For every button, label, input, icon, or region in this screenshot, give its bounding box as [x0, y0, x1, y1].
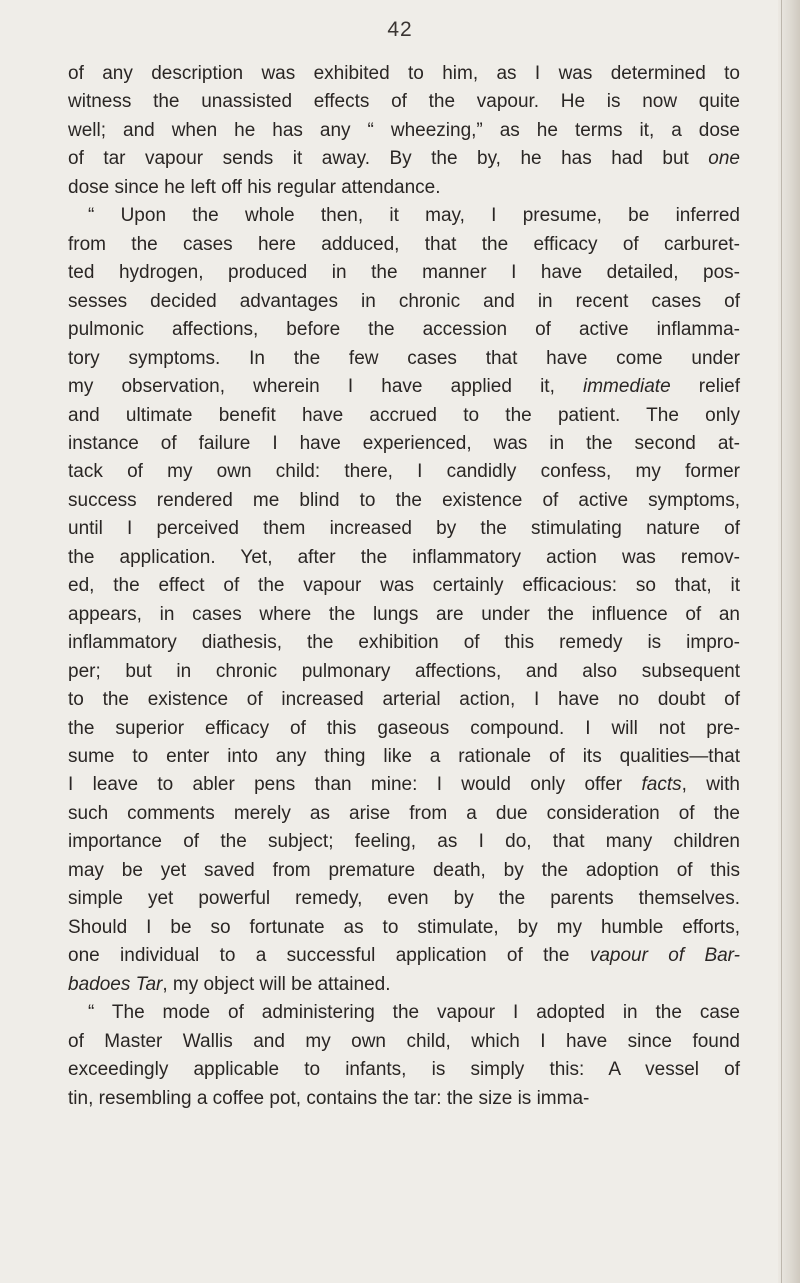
text-segment: such comments merely as arise from a due consideration of the — [68, 803, 740, 824]
text-line — [68, 629, 740, 657]
italic-text-segment: facts — [641, 774, 682, 795]
text-segment: well; and when he has any “ wheezing,” as he terms it, a dose — [68, 120, 740, 141]
text-line — [68, 288, 740, 316]
text-segment: of tar vapour sends it away. By the by, he has had but — [68, 148, 709, 169]
text-line — [68, 828, 740, 856]
text-segment: relief — [670, 376, 740, 397]
text-line — [68, 715, 740, 743]
text-segment: importance of the subject; feeling, as I do, that many children — [68, 831, 740, 852]
text-line — [68, 1056, 740, 1084]
text-segment: of Master Wallis and my own child, which I have since found — [68, 1031, 740, 1052]
text-segment: appears, in cases where the lungs are under the influence of an — [68, 604, 740, 625]
text-line — [68, 60, 740, 88]
text-line — [68, 145, 740, 173]
text-line — [68, 458, 740, 486]
text-segment: pulmonic affections, before the accession of active inflamma- — [68, 319, 740, 340]
text-line — [68, 373, 740, 401]
text-segment: the application. Yet, after the inflammatory action was remov- — [68, 547, 740, 568]
text-line — [68, 971, 740, 999]
text-segment: tin, resembling a coffee pot, contains the tar: the size is imma- — [68, 1088, 590, 1109]
text-segment: “ The mode of administering the vapour I adopted in the case — [88, 1002, 740, 1023]
text-segment: , with — [681, 774, 740, 795]
text-segment: tory symptoms. In the few cases that have come under — [68, 348, 740, 369]
page-edge-line — [781, 0, 782, 1283]
text-line — [68, 430, 740, 458]
text-segment: inflammatory diathesis, the exhibition of this remedy is impro- — [68, 632, 740, 653]
text-line — [68, 174, 740, 202]
text-line — [68, 857, 740, 885]
text-line — [68, 487, 740, 515]
text-segment: the superior efficacy of this gaseous compound. I will not pre- — [68, 718, 740, 739]
text-segment: simple yet powerful remedy, even by the parents themselves. — [68, 888, 740, 909]
text-line — [68, 402, 740, 430]
text-line — [68, 231, 740, 259]
text-segment: , my object will be attained. — [162, 974, 391, 995]
italic-text-segment: vapour of Bar- — [589, 945, 740, 966]
text-line — [68, 601, 740, 629]
text-segment: my observation, wherein I have applied it, — [68, 376, 583, 397]
text-line — [68, 800, 740, 828]
text-line — [68, 515, 740, 543]
text-segment: exceedingly applicable to infants, is simply this: A vessel of — [68, 1059, 740, 1080]
text-segment: ed, the effect of the vapour was certainly efficacious: so that, it — [68, 575, 740, 596]
text-segment: sume to enter into any thing like a rationale of its qualities—that — [68, 746, 740, 767]
text-segment: “ Upon the whole then, it may, I presume, be inferred — [88, 205, 740, 226]
page-number: 42 — [387, 18, 413, 41]
text-segment: and ultimate benefit have accrued to the patient. The only — [68, 405, 740, 426]
text-line — [68, 686, 740, 714]
text-line — [68, 345, 740, 373]
text-line — [68, 117, 740, 145]
text-line — [68, 572, 740, 600]
text-line — [68, 771, 740, 799]
text-line — [68, 658, 740, 686]
text-segment: Should I be so fortunate as to stimulate, by my humble efforts, — [68, 917, 740, 938]
text-line — [88, 999, 740, 1027]
text-line — [68, 885, 740, 913]
text-segment: to the existence of increased arterial action, I have no doubt of — [68, 689, 740, 710]
text-segment: one individual to a successful application of the — [68, 945, 590, 966]
text-line — [68, 1085, 740, 1113]
text-line — [68, 942, 740, 970]
text-segment: instance of failure I have experienced, was in the second at- — [68, 433, 740, 454]
text-line — [68, 88, 740, 116]
text-segment: tack of my own child: there, I candidly confess, my former — [68, 461, 740, 482]
text-line — [68, 259, 740, 287]
text-line — [88, 202, 740, 230]
text-segment: dose since he left off his regular attendance. — [68, 177, 441, 198]
text-line — [68, 743, 740, 771]
text-line — [68, 1028, 740, 1056]
text-segment: ted hydrogen, produced in the manner I have detailed, pos- — [68, 262, 740, 283]
text-line — [68, 544, 740, 572]
text-segment: may be yet saved from premature death, by the adoption of this — [68, 860, 740, 881]
text-segment: I leave to abler pens than mine: I would only offer — [68, 774, 642, 795]
text-segment: witness the unassisted effects of the vapour. He is now quite — [68, 91, 740, 112]
italic-text-segment: one — [708, 148, 740, 169]
text-segment: success rendered me blind to the existence of active symptoms, — [68, 490, 740, 511]
text-segment: until I perceived them increased by the stimulating nature of — [68, 518, 740, 539]
italic-text-segment: immediate — [583, 376, 671, 397]
text-line — [68, 316, 740, 344]
italic-text-segment: badoes Tar — [68, 974, 163, 995]
text-line — [68, 914, 740, 942]
text-segment: from the cases here adduced, that the efficacy of carburet- — [68, 234, 740, 255]
text-segment: per; but in chronic pulmonary affections, and also subsequent — [68, 661, 740, 682]
text-segment: of any description was exhibited to him, as I was determined to — [68, 63, 740, 84]
text-segment: sesses decided advantages in chronic and in recent cases of — [68, 291, 740, 312]
